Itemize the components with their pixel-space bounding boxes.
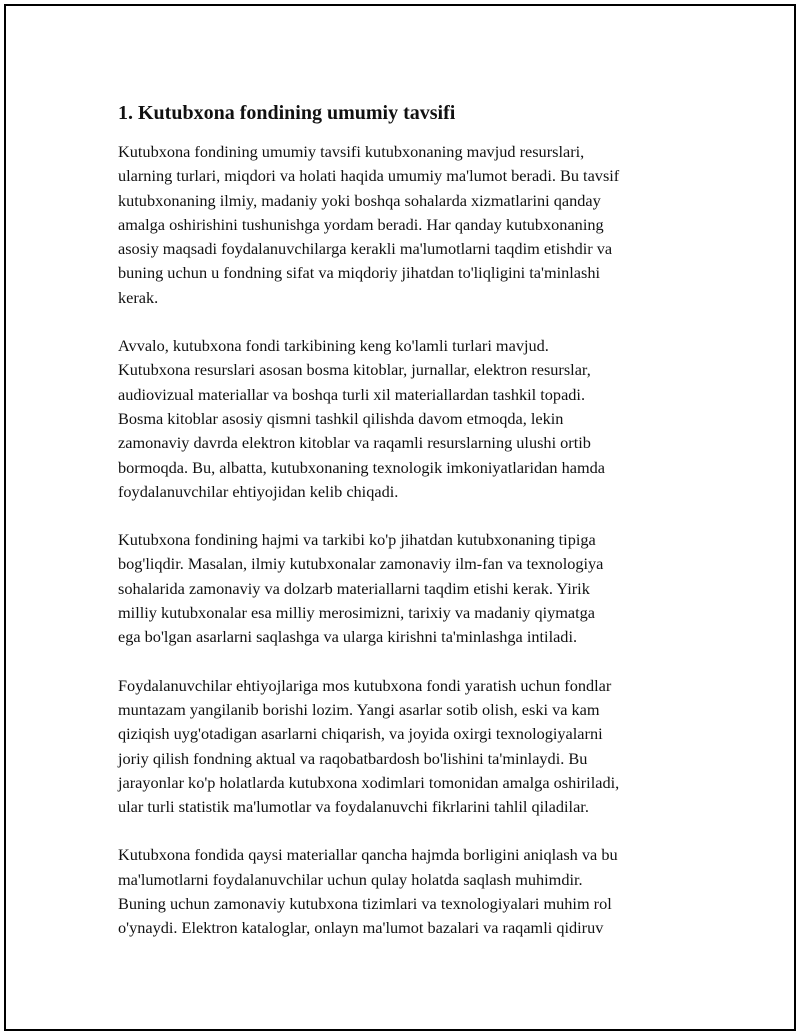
text-line: milliy kutubxonalar esa milliy merosimizni, tarixiy va madaniy qiymatga <box>118 603 596 623</box>
text-line: sohalarida zamonaviy va dolzarb materiallarni taqdim etishi kerak. Yirik <box>118 578 590 598</box>
text-line: Buning uchun zamonaviy kutubxona tizimlari va texnologiyalari muhim rol <box>118 894 612 914</box>
text-line: qiziqish uyg'otadigan asarlarni chiqarish, va joyida oxirgi texnologiyalarni <box>118 724 603 744</box>
text-line: foydalanuvchilar ehtiyojidan kelib chiqadi. <box>118 481 399 501</box>
text-line: Kutubxona resurslari asosan bosma kitoblar, jurnallar, elektron resurslar, <box>118 360 591 380</box>
text-line: Avvalo, kutubxona fondi tarkibining keng ko'lamli turlari mavjud. <box>118 336 549 356</box>
text-line: bormoqda. Bu, albatta, kutubxonaning texnologik imkoniyatlaridan hamda <box>118 457 605 477</box>
text-line: Kutubxona fondining hajmi va tarkibi ko'p jihatdan kutubxonaning tipiga <box>118 530 596 550</box>
document-body <box>118 100 698 965</box>
paragraph-2 <box>118 334 698 504</box>
text-line: bog'liqdir. Masalan, ilmiy kutubxonalar zamonaviy ilm-fan va texnologiya <box>118 554 604 574</box>
text-line: amalga oshirishini tushunishga yordam beradi. Har qanday kutubxonaning <box>118 214 604 234</box>
text-line: ma'lumotlarni foydalanuvchilar uchun qulay holatda saqlash muhimdir. <box>118 869 583 889</box>
text-line: ularning turlari, miqdori va holati haqida umumiy ma'lumot beradi. Bu tavsif <box>118 166 620 186</box>
text-line: joriy qilish fondning aktual va raqobatbardosh bo'lishini ta'minlaydi. Bu <box>118 748 588 768</box>
text-line: jarayonlar ko'p holatlarda kutubxona xodimlari tomonidan amalga oshiriladi, <box>118 772 620 792</box>
text-line: zamonaviy davrda elektron kitoblar va raqamli resurslarning ulushi ortib <box>118 433 591 453</box>
paragraph-4 <box>118 674 698 820</box>
paragraph-3 <box>118 528 698 649</box>
text-line: o'ynaydi. Elektron kataloglar, onlayn ma'lumot bazalari va raqamli qidiruv <box>118 918 604 938</box>
paragraph-1 <box>118 140 698 310</box>
text-line: ega bo'lgan asarlarni saqlashga va ularga kirishni ta'minlashga intiladi. <box>118 627 578 647</box>
text-line: asosiy maqsadi foydalanuvchilarga kerakli ma'lumotlarni taqdim etishdir va <box>118 239 613 259</box>
text-line: Kutubxona fondida qaysi materiallar qancha hajmda borligini aniqlash va bu <box>118 845 618 865</box>
text-line: Kutubxona fondining umumiy tavsifi kutubxonaning mavjud resurslari, <box>118 142 585 161</box>
text-line: ular turli statistik ma'lumotlar va foydalanuvchi fikrlarini tahlil qiladilar. <box>118 797 589 817</box>
paragraph-5 <box>118 843 698 940</box>
text-line: Bosma kitoblar asosiy qismni tashkil qilishda davom etmoqda, lekin <box>118 408 564 428</box>
text-line: kerak. <box>118 287 159 307</box>
page-frame <box>4 4 796 1031</box>
text-line: kutubxonaning ilmiy, madaniy yoki boshqa sohalarda xizmatlarini qanday <box>118 190 601 210</box>
section-heading: 1. Kutubxona fondining umumiy tavsifi <box>118 102 456 124</box>
text-line: audiovizual materiallar va boshqa turli xil materiallardan tashkil topadi. <box>118 384 586 404</box>
text-line: muntazam yangilanib borishi lozim. Yangi asarlar sotib olish, eski va kam <box>118 699 600 719</box>
text-line: Foydalanuvchilar ehtiyojlariga mos kutubxona fondi yaratish uchun fondlar <box>118 675 612 695</box>
text-line: buning uchun u fondning sifat va miqdoriy jihatdan to'liqligini ta'minlashi <box>118 263 601 283</box>
